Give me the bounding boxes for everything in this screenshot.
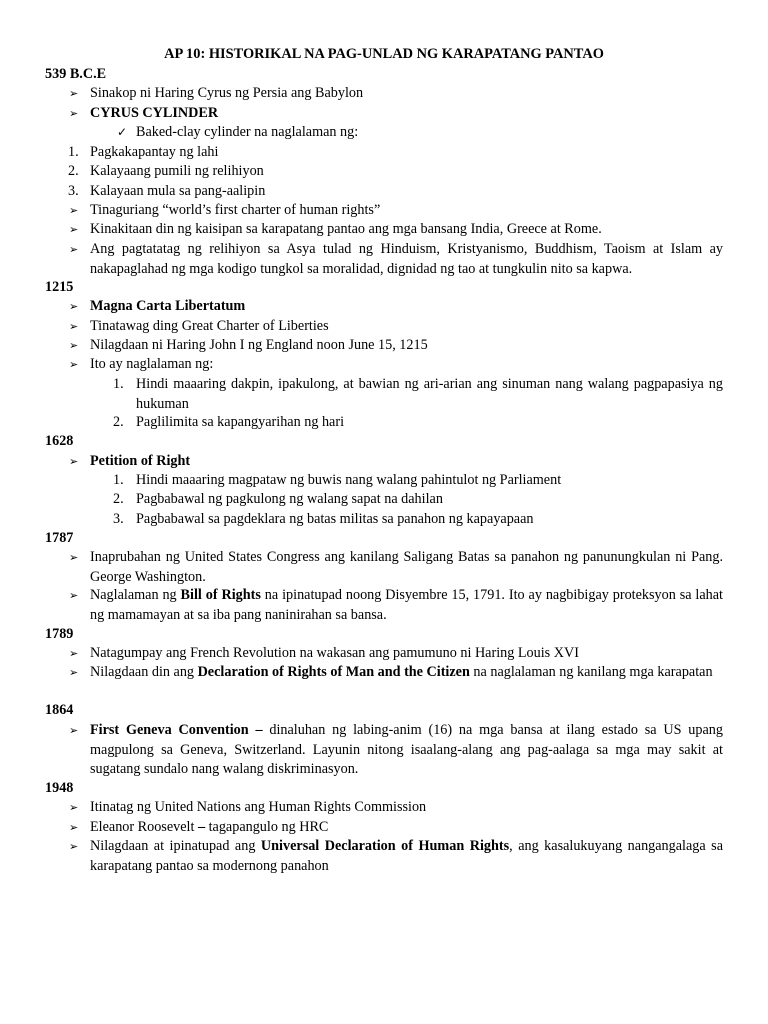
- arrow-bullet-icon: ➢: [69, 801, 79, 814]
- list-number: 1.: [68, 144, 79, 160]
- bullet-text-suffix: , ang kasalukuyang nangangalaga sa karapatang pantao sa modernong panahon: [90, 838, 723, 874]
- bullet-text: CYRUS CYLINDER: [90, 105, 219, 121]
- bullet-text-prefix: Nilagdaan at ipinatupad ang: [90, 838, 261, 854]
- year-heading: 1948: [45, 780, 74, 796]
- bullet-paragraph: Ang pagtatatag ng relihiyon sa Asya tulad ng Hinduism, Kristyanismo, Buddhism, Taoism at Islam ay nakapaglahad ng mga kodigo tungkol sa moralidad, dignidad ng tao at tungkulin nito sa kapwa.: [90, 241, 723, 277]
- arrow-bullet-icon: ➢: [69, 223, 79, 236]
- bullet-text-prefix: Eleanor Roosevelt: [90, 819, 198, 835]
- arrow-bullet-icon: ➢: [69, 821, 79, 834]
- list-item: Hindi maaaring magpataw ng buwis nang walang pahintulot ng Parliament: [136, 472, 562, 488]
- bullet-paragraph: [90, 837, 723, 876]
- geneva-convention-term: First Geneva Convention –: [90, 722, 263, 738]
- arrow-bullet-icon: ➢: [69, 204, 79, 217]
- bullet-text-prefix: Nilagdaan din ang: [90, 664, 198, 680]
- dash-separator: –: [197, 819, 206, 835]
- arrow-bullet-icon: ➢: [69, 647, 79, 660]
- arrow-bullet-icon: ➢: [69, 320, 79, 333]
- arrow-bullet-icon: ➢: [69, 666, 79, 679]
- arrow-bullet-icon: ➢: [69, 840, 79, 853]
- bullet-text-suffix: na ipinatupad noong Disyembre 15, 1791. Ito ay nagbibigay proteksyon sa lahat ng mamamayan at sa iba pang naninirahan sa bansa.: [90, 587, 724, 623]
- bullet-text: Itinatag ng United Nations ang Human Rights Commission: [90, 799, 427, 815]
- bullet-text: Sinakop ni Haring Cyrus ng Persia ang Babylon: [90, 85, 364, 101]
- bullet-text-suffix: na naglalaman ng kanilang mga karapatan: [469, 664, 713, 680]
- bullet-text: Magna Carta Libertatum: [90, 298, 246, 314]
- bullet-text: Tinatawag ding Great Charter of Liberties: [90, 318, 329, 334]
- bullet-text: Nilagdaan ni Haring John I ng England noon June 15, 1215: [90, 337, 428, 353]
- bullet-text: [90, 818, 328, 838]
- bullet-text-prefix: Naglalaman ng: [90, 587, 181, 603]
- list-number: 3.: [68, 183, 79, 199]
- bullet-text-suffix: tagapangulo ng HRC: [205, 819, 329, 835]
- bullet-text: Petition of Right: [90, 453, 191, 469]
- arrow-bullet-icon: ➢: [69, 551, 79, 564]
- bullet-paragraph: [90, 586, 723, 625]
- list-item: Pagbabawal ng pagkulong ng walang sapat na dahilan: [136, 491, 443, 507]
- year-heading: 1789: [45, 626, 74, 642]
- list-item: Kalayaang pumili ng relihiyon: [90, 163, 264, 179]
- document-title: AP 10: HISTORIKAL NA PAG-UNLAD NG KARAPATANG PANTAO: [164, 46, 604, 62]
- list-item: Hindi maaaring dakpin, ipakulong, at bawian ng ari-arian ang sinuman nang walang pagpapasiya ng hukuman: [136, 376, 723, 412]
- list-item: Pagkakapantay ng lahi: [90, 144, 219, 160]
- year-heading: 539 B.C.E: [45, 66, 107, 82]
- list-number: 2.: [113, 414, 124, 430]
- year-heading: 1215: [45, 279, 74, 295]
- arrow-bullet-icon: ➢: [69, 87, 79, 100]
- bullet-text: Kinakitaan din ng kaisipan sa karapatang pantao ang mga bansang India, Greece at Rome.: [90, 221, 602, 237]
- arrow-bullet-icon: ➢: [69, 358, 79, 371]
- list-number: 3.: [113, 511, 124, 527]
- bullet-text: Natagumpay ang French Revolution na wakasan ang pamumuno ni Haring Louis XVI: [90, 645, 579, 661]
- check-item-text: Baked-clay cylinder na naglalaman ng:: [136, 124, 359, 140]
- bullet-text: Tinaguriang “world’s first charter of human rights”: [90, 202, 381, 218]
- udhr-term: Universal Declaration of Human Rights: [260, 838, 510, 854]
- list-item: Pagbabawal sa pagdeklara ng batas militas sa panahon ng kapayapaan: [136, 511, 534, 527]
- arrow-bullet-icon: ➢: [69, 300, 79, 313]
- year-heading: 1628: [45, 433, 74, 449]
- declaration-term: Declaration of Rights of Man and the Citizen: [197, 664, 470, 680]
- arrow-bullet-icon: ➢: [69, 724, 79, 737]
- year-heading: 1787: [45, 530, 74, 546]
- list-number: 2.: [68, 163, 79, 179]
- year-heading: 1864: [45, 702, 74, 718]
- checkmark-icon: ✓: [117, 125, 128, 139]
- bullet-paragraph: [90, 663, 723, 683]
- bill-of-rights-term: Bill of Rights: [180, 587, 261, 603]
- arrow-bullet-icon: ➢: [69, 455, 79, 468]
- arrow-bullet-icon: ➢: [69, 243, 79, 256]
- arrow-bullet-icon: ➢: [69, 339, 79, 352]
- bullet-paragraph: [90, 721, 723, 780]
- bullet-text-suffix: dinaluhan ng labing-anim (16) na mga bansa at ilang estado sa US upang magpulong sa Geneva, Switzerland. Layunin nitong isaalang-alang ang pag-aalaga sa mga may sakit at sugatang sundalo nang walang diskriminasyon.: [90, 722, 723, 777]
- bullet-paragraph: Inaprubahan ng United States Congress ang kanilang Saligang Batas sa panahon ng panunungkulan ni Pang. George Washington.: [90, 549, 723, 585]
- list-number: 1.: [113, 376, 124, 392]
- list-number: 2.: [113, 491, 124, 507]
- arrow-bullet-icon: ➢: [69, 589, 79, 602]
- list-item: Kalayaan mula sa pang-aalipin: [90, 183, 266, 199]
- list-number: 1.: [113, 472, 124, 488]
- bullet-text: Ito ay naglalaman ng:: [90, 356, 214, 372]
- list-item: Paglilimita sa kapangyarihan ng hari: [136, 414, 345, 430]
- arrow-bullet-icon: ➢: [69, 107, 79, 120]
